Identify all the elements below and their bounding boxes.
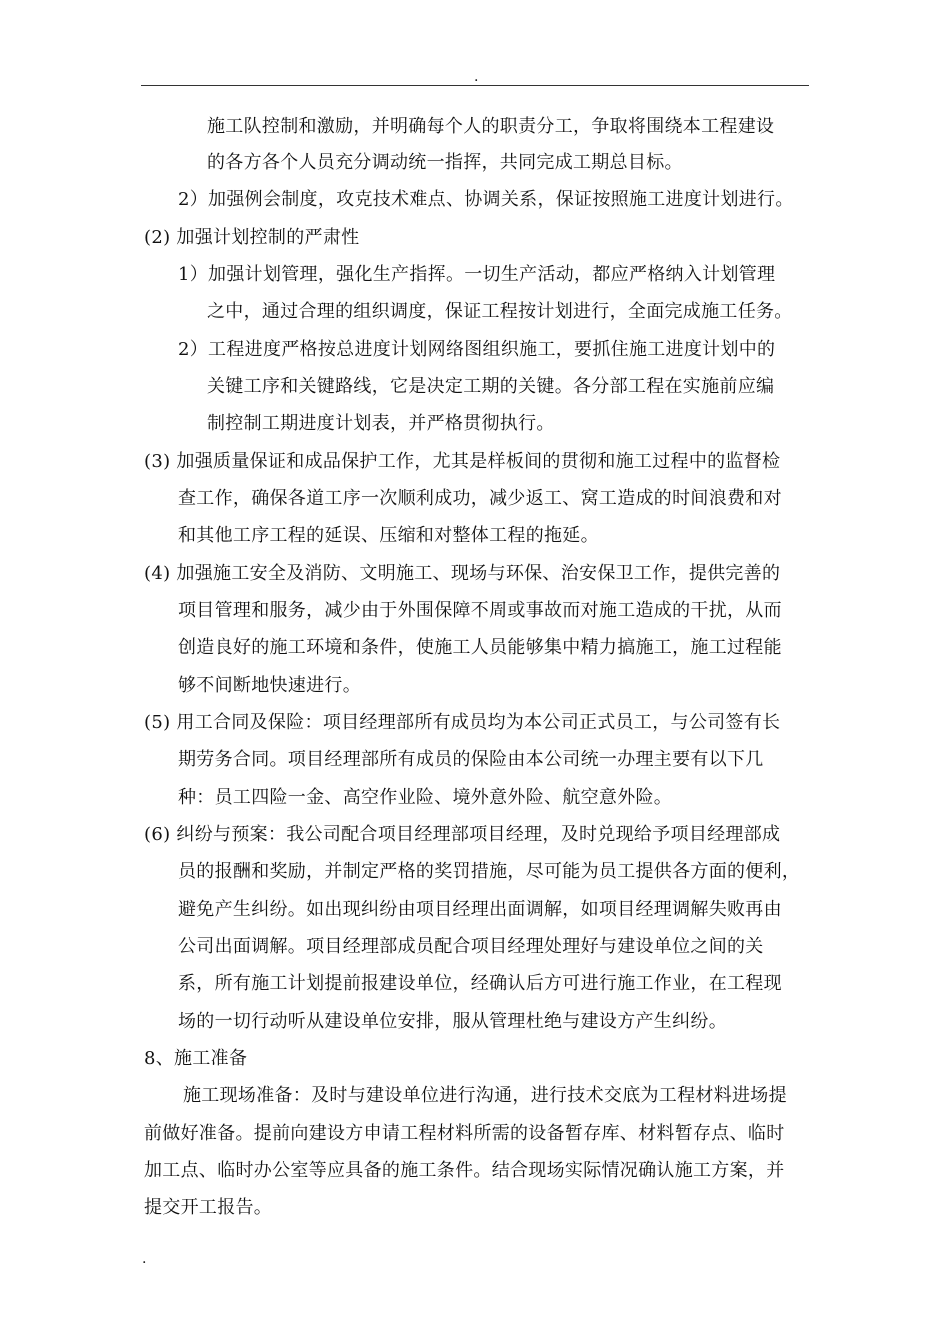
text-line: (3) 加强质量保证和成品保护工作，尤其是样板间的贯彻和施工过程中的监督检 (144, 451, 781, 472)
text-line: 项目管理和服务，减少由于外围保障不周或事故而对施工造成的干扰，从而 (178, 600, 782, 621)
text-line: 创造良好的施工环境和条件，使施工人员能够集中精力搞施工，施工过程能 (178, 637, 782, 658)
text-line: 避免产生纠纷。如出现纠纷由项目经理出面调解，如项目经理调解失败再由 (178, 899, 782, 920)
text-line: 系，所有施工计划提前报建设单位，经确认后方可进行施工作业，在工程现 (178, 973, 782, 994)
text-line: 期劳务合同。项目经理部所有成员的保险由本公司统一办理主要有以下几 (178, 749, 764, 770)
text-line: (6) 纠纷与预案：我公司配合项目经理部项目经理，及时兑现给予项目经理部成 (144, 824, 781, 845)
text-line: 公司出面调解。项目经理部成员配合项目经理处理好与建设单位之间的关 (178, 936, 764, 957)
text-line: 1）加强计划管理，强化生产指挥。一切生产活动，都应严格纳入计划管理 (178, 264, 776, 285)
text-line: 够不间断地快速进行。 (178, 675, 361, 696)
section-heading: 8、施工准备 (144, 1048, 248, 1069)
page-header-mark: . (474, 69, 479, 85)
header-rule (141, 85, 809, 86)
text-line: 种：员工四险一金、高空作业险、境外意外险、航空意外险。 (178, 787, 673, 808)
text-line: (4) 加强施工安全及消防、文明施工、现场与环保、治安保卫工作，提供完善的 (144, 563, 781, 584)
text-line: 员的报酬和奖励，并制定严格的奖罚措施，尽可能为员工提供各方面的便利， (178, 861, 801, 882)
text-line: 制控制工期进度计划表，并严格贯彻执行。 (207, 413, 555, 434)
page-footer-mark: . (142, 1251, 147, 1267)
text-line: 和其他工序工程的延误、压缩和对整体工程的拖延。 (178, 525, 599, 546)
text-line: 施工现场准备：及时与建设单位进行沟通，进行技术交底为工程材料进场提 (183, 1085, 787, 1106)
text-line: 场的一切行动听从建设单位安排，服从管理杜绝与建设方产生纠纷。 (178, 1011, 727, 1032)
text-line: 关键工序和关键路线，它是决定工期的关键。各分部工程在实施前应编 (207, 376, 775, 397)
text-line: 加工点、临时办公室等应具备的施工条件。结合现场实际情况确认施工方案，并 (144, 1160, 785, 1181)
section-heading: (2) 加强计划控制的严肃性 (144, 227, 360, 248)
text-line: 查工作，确保各道工序一次顺利成功，减少返工、窝工造成的时间浪费和对 (178, 488, 782, 509)
text-line: (5) 用工合同及保险：项目经理部所有成员均为本公司正式员工，与公司签有长 (144, 712, 781, 733)
text-line: 之中，通过合理的组织调度，保证工程按计划进行，全面完成施工任务。 (207, 301, 793, 322)
text-line: 提交开工报告。 (144, 1197, 273, 1218)
text-line: 2）工程进度严格按总进度计划网络图组织施工，要抓住施工进度计划中的 (178, 339, 776, 360)
text-line: 的各方各个人员充分调动统一指挥，共同完成工期总目标。 (207, 152, 683, 173)
text-line: 前做好准备。提前向建设方申请工程材料所需的设备暂存库、材料暂存点、临时 (144, 1123, 785, 1144)
text-line: 施工队控制和激励，并明确每个人的职责分工，争取将围绕本工程建设 (207, 116, 775, 137)
text-line: 2）加强例会制度，攻克技术难点、协调关系，保证按照施工进度计划进行。 (178, 189, 794, 210)
